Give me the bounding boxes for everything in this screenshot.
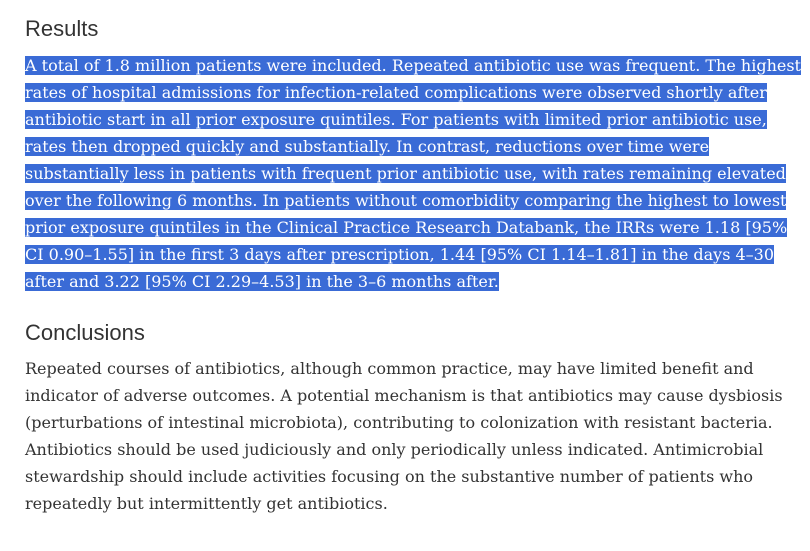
results-heading: Results [25,16,99,41]
results-line: after and 3.22 [95% CI 2.29–4.53] in the 3–6 months after. [25,272,499,291]
conclusions-line: Repeated courses of antibiotics, although common practice, may have limited benefit and [25,359,754,378]
conclusions-line: stewardship should include activities focusing on the substantive number of patients who [25,467,754,486]
conclusions-line: Antibiotics should be used judiciously and only periodically unless indicated. Antimicrobial [25,440,764,459]
results-line: antibiotic start in all prior exposure quintiles. For patients with limited prior antibiotic use, [25,110,767,129]
results-line: A total of 1.8 million patients were included. Repeated antibiotic use was frequent. The highest [25,56,801,75]
results-line: CI 0.90–1.55] in the first 3 days after prescription, 1.44 [95% CI 1.14–1.81] in the days 4–30 [25,245,775,264]
results-paragraph[interactable] [25,52,810,295]
conclusions-line: (perturbations of intestinal microbiota), contributing to colonization with resistant bacteria. [25,413,773,432]
conclusions-heading: Conclusions [25,320,145,345]
results-line: substantially less in patients with frequent prior antibiotic use, with rates remaining elevated [25,164,786,183]
results-line: over the following 6 months. In patients without comorbidity comparing the highest to lowest [25,191,787,210]
conclusions-line: repeatedly but intermittently get antibiotics. [25,494,388,513]
conclusions-paragraph[interactable] [25,355,810,517]
results-line: prior exposure quintiles in the Clinical Practice Research Databank, the IRRs were 1.18 [95% [25,218,788,237]
results-line: rates then dropped quickly and substantially. In contrast, reductions over time were [25,137,710,156]
conclusions-line: indicator of adverse outcomes. A potential mechanism is that antibiotics may cause dysbiosis [25,386,783,405]
results-line: rates of hospital admissions for infection-related complications were observed shortly after [25,83,767,102]
